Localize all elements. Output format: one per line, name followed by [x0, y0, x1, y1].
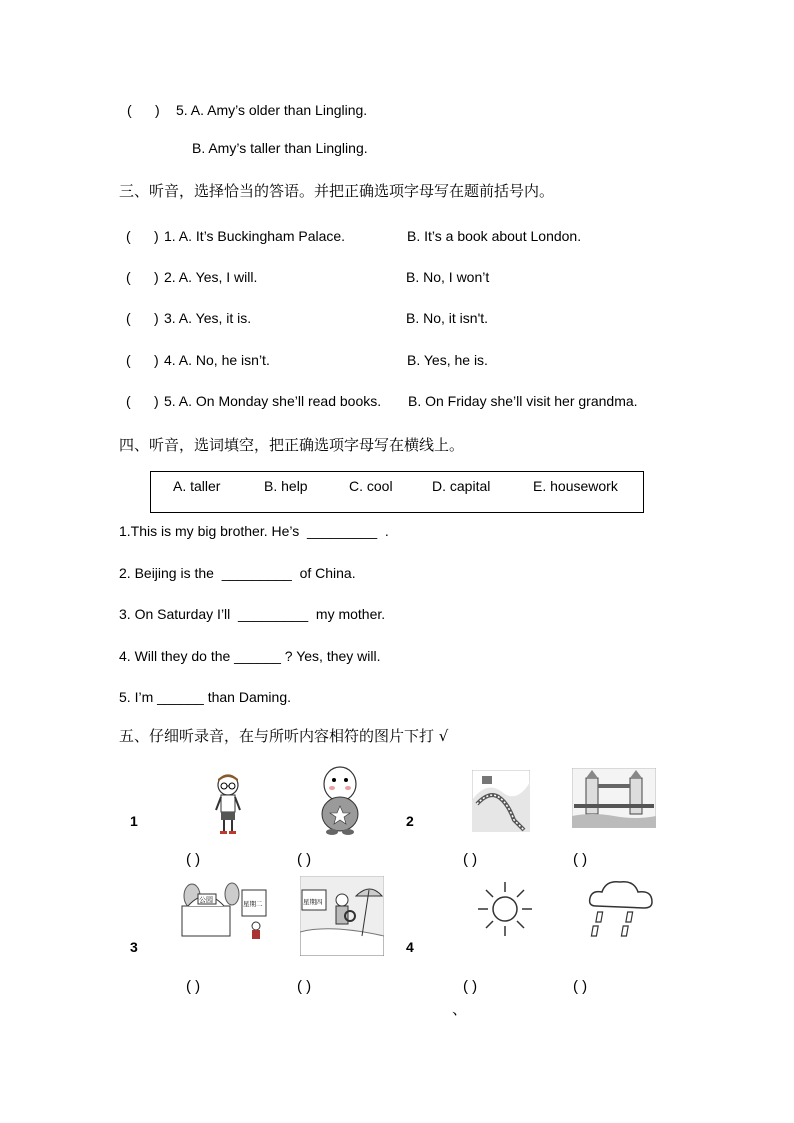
- word-option: B. help: [264, 478, 308, 494]
- item-option-b: B. Yes, he is.: [407, 352, 488, 368]
- item-option-b: B. It’s a book about London.: [407, 228, 582, 244]
- row-number: 2: [406, 813, 414, 829]
- row-number: 4: [406, 939, 414, 955]
- item-paren: ( ): [126, 393, 159, 409]
- item-option-b: B. No, I won’t: [406, 269, 490, 285]
- answer-paren: ( ): [573, 851, 588, 868]
- item-paren: ( ): [126, 228, 159, 244]
- answer-paren: ( ): [186, 978, 201, 995]
- thursday-sign-label: 星期四: [303, 898, 323, 906]
- answer-paren: ( ): [463, 851, 478, 868]
- section4-heading: 四、听音，选词填空，把正确选项字母写在横线上。: [119, 436, 465, 454]
- answer-paren: ( ): [186, 851, 201, 868]
- tuesday-sign-label: 星期二: [243, 900, 263, 908]
- sunny-picture: [476, 880, 534, 938]
- item-option-a: 5. A. On Monday she’ll read books.: [164, 393, 382, 409]
- row-number: 3: [130, 939, 138, 955]
- word-option: D. capital: [432, 478, 491, 494]
- thin-boy-picture: [208, 772, 248, 836]
- stray-mark: 、: [452, 1000, 468, 1018]
- fill-sentence: 5. I’m ______ than Daming.: [119, 689, 291, 705]
- answer-paren: ( ): [573, 978, 588, 995]
- item-option-a: 2. A. Yes, I will.: [164, 269, 258, 285]
- word-option: E. housework: [533, 478, 618, 494]
- word-option: C. cool: [349, 478, 393, 494]
- prev-item-paren: ( ): [127, 102, 160, 118]
- answer-paren: ( ): [463, 978, 478, 995]
- section3-heading: 三、听音，选择恰当的答语。并把正确选项字母写在题前括号内。: [119, 182, 555, 200]
- tower-bridge-picture: [572, 768, 656, 828]
- fill-sentence: 3. On Saturday I’ll _________ my mother.: [119, 606, 386, 622]
- word-option: A. taller: [173, 478, 221, 494]
- fill-sentence: 1.This is my big brother. He’s _________ .: [119, 523, 389, 539]
- item-option-a: 3. A. Yes, it is.: [164, 310, 252, 326]
- section5-heading: 五、仔细听录音，在与所听内容相符的图片下打 √: [119, 727, 449, 745]
- item-option-b: B. No, it isn't.: [406, 310, 489, 326]
- beach-thursday-picture: [300, 876, 384, 956]
- answer-paren: ( ): [297, 851, 312, 868]
- great-wall-picture: [472, 770, 530, 832]
- fill-sentence: 4. Will they do the ______ ? Yes, they will.: [119, 648, 381, 664]
- item-option-a: 4. A. No, he isn’t.: [164, 352, 270, 368]
- item-option-a: 1. A. It’s Buckingham Palace.: [164, 228, 346, 244]
- park-sign-label: 公园: [199, 896, 213, 904]
- row-number: 1: [130, 813, 138, 829]
- park-tuesday-picture: [180, 876, 268, 942]
- rainy-picture: [586, 876, 656, 940]
- answer-paren: ( ): [297, 978, 312, 995]
- fill-sentence: 2. Beijing is the _________ of China.: [119, 565, 356, 581]
- fat-boy-picture: [312, 764, 368, 836]
- prev-item-option-b: B. Amy’s taller than Lingling.: [192, 140, 368, 156]
- item-paren: ( ): [126, 269, 159, 285]
- item-option-b: B. On Friday she’ll visit her grandma.: [408, 393, 638, 409]
- prev-item-option-a: 5. A. Amy’s older than Lingling.: [176, 102, 368, 118]
- item-paren: ( ): [126, 352, 159, 368]
- item-paren: ( ): [126, 310, 159, 326]
